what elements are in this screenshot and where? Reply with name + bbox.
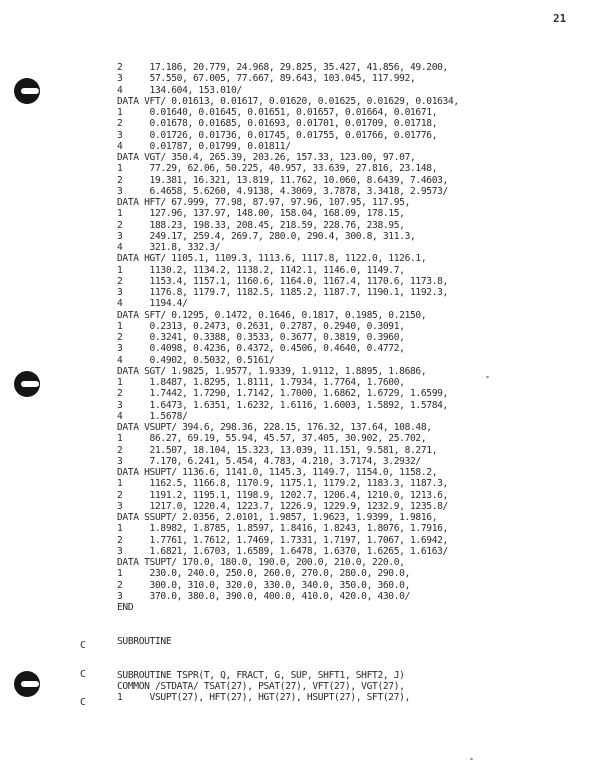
code-line: DATA VFT/ 0.01613, 0.01617, 0.01620, 0.01625, 0.01629, 0.01634, (117, 95, 459, 107)
binder-hole-middle (14, 371, 40, 397)
code-line: 3 57.550, 67.005, 77.667, 89.643, 103.045, 117.992, (117, 73, 416, 85)
code-line: 1 1130.2, 1134.2, 1138.2, 1142.1, 1146.0, 1149.7, (117, 264, 405, 276)
code-line: 3 6.4658, 5.6260, 4.9138, 4.3069, 3.7878, 3.3418, 2.9573/ (117, 185, 448, 197)
code-line: 2 300.0, 310.0, 320.0, 330.0, 340.0, 350.0, 360.0, (117, 579, 411, 591)
subroutine-code-line: COMMON /STDATA/ TSAT(27), PSAT(27), VFT(27), VGT(27), (117, 680, 405, 692)
code-line: 3 370.0, 380.0, 390.0, 400.0, 410.0, 420.0, 430.0/ (117, 590, 411, 602)
comment-marker: C (80, 640, 86, 651)
code-line: 2 1153.4, 1157.1, 1160.6, 1164.0, 1167.4, 1170.6, 1173.8, (117, 275, 448, 287)
code-line: 1 1162.5, 1166.8, 1170.9, 1175.1, 1179.2, 1183.3, 1187.3, (117, 478, 448, 490)
code-line: 2 0.01678, 0.01685, 0.01693, 0.01701, 0.01709, 0.01718, (117, 118, 438, 130)
code-line: 3 7.170, 6.241, 5.454, 4.783, 4.210, 3.7174, 3.2932/ (117, 455, 421, 467)
code-line: DATA SGT/ 1.9825, 1.9577, 1.9339, 1.9112, 1.8895, 1.8686, (117, 365, 427, 377)
code-line: 4 321.8, 332.3/ (117, 242, 221, 253)
code-line: DATA SSUPT/ 2.0356, 2.0101, 1.9857, 1.9623, 1.9399, 1.9816, (117, 512, 438, 523)
code-line: 2 0.3241, 0.3388, 0.3533, 0.3677, 0.3819, 0.3960, (117, 332, 405, 343)
code-line: 1 86.27, 69.19, 55.94, 45.57, 37.405, 30.902, 25.702, (117, 433, 427, 445)
scan-speck (486, 376, 489, 378)
code-line: 1 1.8982, 1.8785, 1.8597, 1.8416, 1.8243, 1.8076, 1.7916, (117, 523, 448, 535)
code-line: 2 1191.2, 1195.1, 1198.9, 1202.7, 1206.4, 1210.0, 1213.6, (117, 489, 448, 501)
code-line: DATA VSUPT/ 394.6, 298.36, 228.15, 176.32, 137.64, 108.48, (117, 422, 432, 433)
blank-line (117, 658, 605, 669)
code-line: 3 1.6821, 1.6703, 1.6589, 1.6478, 1.6370, 1.6265, 1.6163/ (117, 545, 448, 557)
code-line: 1 77.29, 62.06, 50.225, 40.957, 33.639, 27.816, 23.148, (117, 163, 438, 175)
code-line: 3 1.6473, 1.6351, 1.6232, 1.6116, 1.6003, 1.5892, 1.5784, (117, 399, 448, 411)
code-line: 2 17.186, 20.779, 24.968, 29.825, 35.427, 41.856, 49.200, (117, 62, 448, 73)
code-line: DATA VGT/ 350.4, 265.39, 203.26, 157.33, 123.00, 97.07, (117, 152, 416, 163)
code-line: 2 19.381, 16.321, 13.819, 11.762, 10.060, 8.6439, 7.4603, (117, 174, 448, 186)
code-line: 1 230.0, 240.0, 250.0, 260.0, 270.0, 280.0, 290.0, (117, 568, 411, 580)
code-line: 1 0.2313, 0.2473, 0.2631, 0.2787, 0.2940, 0.3091, (117, 320, 405, 332)
comment-marker-column (80, 622, 92, 717)
comment-marker: C (80, 697, 86, 708)
code-line: 3 249.17, 259.4, 269.7, 280.0, 290.4, 300.8, 311.3, (117, 230, 416, 242)
code-line: 3 0.4098, 0.4236, 0.4372, 0.4506, 0.4640, 0.4772, (117, 343, 405, 355)
code-line: DATA HSUPT/ 1136.6, 1141.0, 1145.3, 1149.7, 1154.0, 1158.2, (117, 467, 438, 478)
code-line: DATA HFT/ 67.999, 77.98, 87.97, 97.96, 107.95, 117.95, (117, 197, 411, 208)
code-listing (117, 62, 605, 703)
blank-line (117, 613, 605, 624)
blank-line (117, 647, 605, 658)
code-line: 2 1.7442, 1.7290, 1.7142, 1.7000, 1.6862, 1.6729, 1.6599, (117, 388, 448, 400)
code-line: 4 1.5678/ (117, 410, 188, 422)
code-line: 3 0.01726, 0.01736, 0.01745, 0.01755, 0.01766, 0.01776, (117, 129, 438, 141)
code-line: 4 1194.4/ (117, 298, 188, 310)
comment-marker: C (80, 668, 86, 680)
subroutine-code-line: 1 VSUPT(27), HFT(27), HGT(27), HSUPT(27), SFT(27), (117, 692, 411, 703)
binder-hole-bottom (14, 671, 40, 697)
code-line: 1 127.96, 137.97, 148.00, 158.04, 168.09, 178.15, (117, 208, 405, 220)
code-line: 1 0.01640, 0.01645, 0.01651, 0.01657, 0.01664, 0.01671, (117, 107, 438, 118)
code-line: 2 21.507, 18.104, 15.323, 13.039, 11.151, 9.581, 8.271, (117, 444, 438, 456)
subroutine-heading: SUBROUTINE (117, 635, 172, 647)
code-line: DATA HGT/ 1105.1, 1109.3, 1113.6, 1117.8, 1122.0, 1126.1, (117, 253, 427, 265)
code-line: 1 1.8487, 1.8295, 1.8111, 1.7934, 1.7764, 1.7600, (117, 377, 405, 388)
code-line: DATA TSUPT/ 170.0, 180.0, 190.0, 200.0, 210.0, 220.0, (117, 557, 405, 568)
code-line: END (117, 602, 134, 613)
code-line: 4 134.604, 153.010/ (117, 84, 242, 96)
subroutine-code-line: SUBROUTINE TSPR(T, Q, FRACT, G, SUP, SHFT1, SHFT2, J) (117, 669, 405, 681)
code-line: DATA SFT/ 0.1295, 0.1472, 0.1646, 0.1817, 0.1985, 0.2150, (117, 309, 427, 321)
code-line: 2 1.7761, 1.7612, 1.7469, 1.7331, 1.7197, 1.7067, 1.6942, (117, 534, 448, 546)
code-line: 4 0.4902, 0.5032, 0.5161/ (117, 354, 275, 366)
code-line: 3 1176.8, 1179.7, 1182.5, 1185.2, 1187.7, 1190.1, 1192.3, (117, 287, 448, 298)
code-line: 4 0.01787, 0.01799, 0.01811/ (117, 140, 291, 152)
blank-line (117, 625, 605, 636)
binder-hole-top (14, 78, 40, 104)
scan-speck (470, 758, 473, 760)
code-line: 2 188.23, 198.33, 208.45, 218.59, 228.76, 238.95, (117, 219, 405, 231)
page-number: 21 (553, 12, 567, 25)
code-line: 3 1217.0, 1220.4, 1223.7, 1226.9, 1229.9, 1232.9, 1235.8/ (117, 500, 448, 512)
